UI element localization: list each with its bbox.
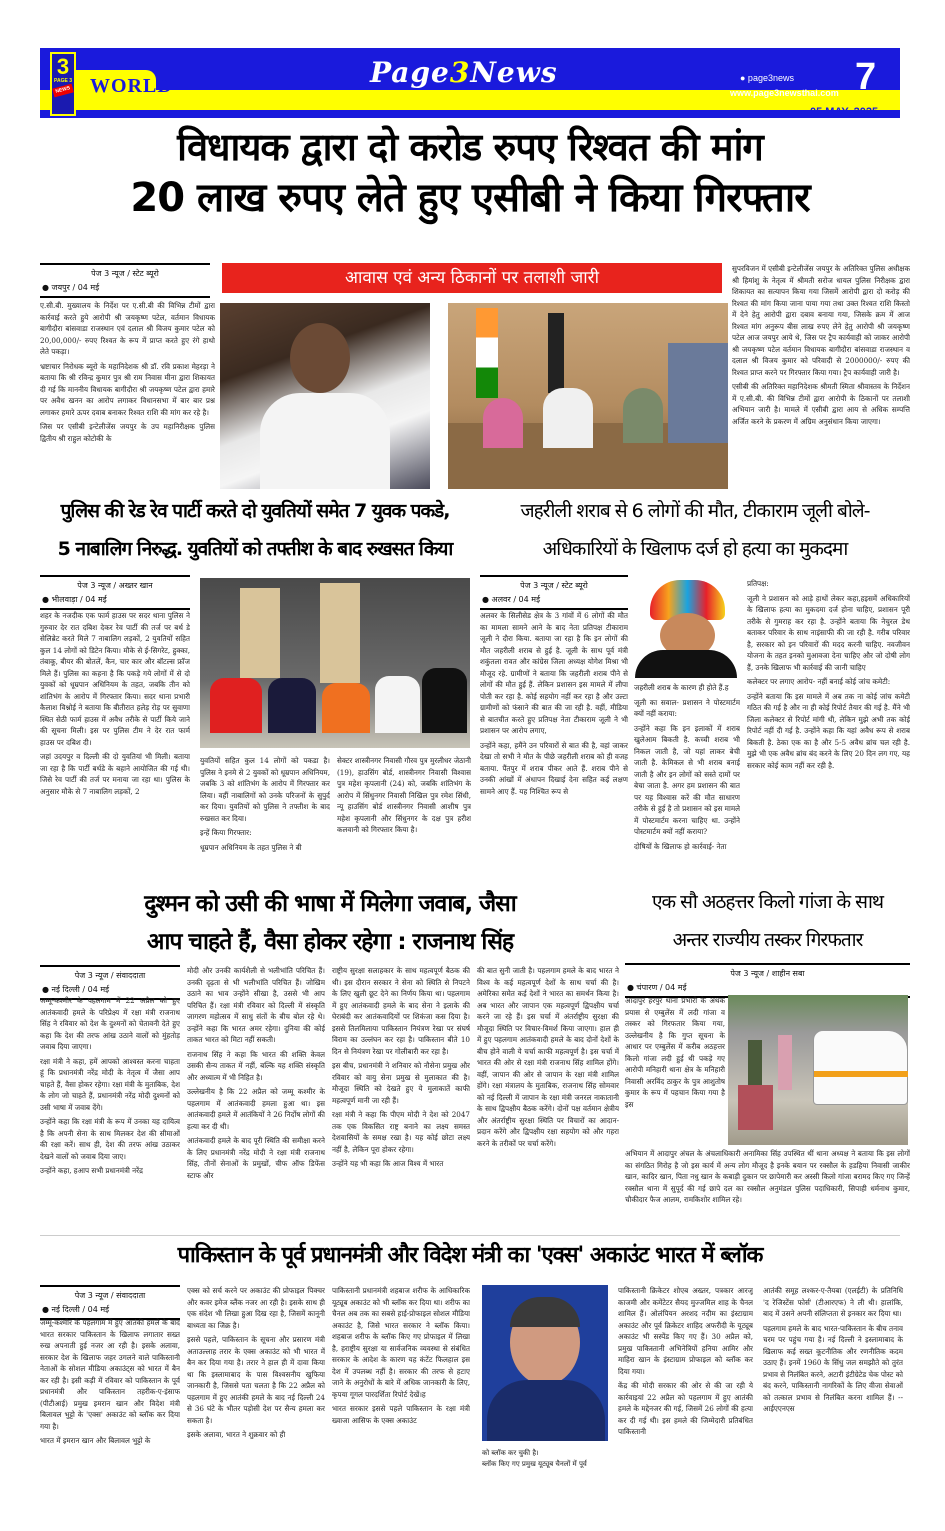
paragraph: आतंकवादी हमले के बाद पूरी स्थिति की समीक्षा करने के लिए प्रधानमंत्री नरेंद्र मोदी ने रक्षा मंत्री राजनाथ सिंह, तीनों सेनाओं के प्रमुखों, चीफ ऑफ डिफेंस स्टाफ और (187, 1136, 325, 1180)
paragraph: जम्मू-कश्मीर के पहलगाम में 22 अप्रैल को हुए आतंकवादी हमले के परिप्रेक्ष्य में रक्षा मंत्री राजनाथ सिंह ने रविवार को देश के दुश्मनों को चेतावनी देते हुए कहा कि देश की तरफ आंख उठाने वालों को मुंहतोड़ जवाब दिया जाएगा। (40, 996, 180, 1051)
paragraph: भारत सरकार इससे पहले पाकिस्तान के रक्षा मंत्री ख्वाजा आसिफ के एक्स अकाउंट (332, 1404, 470, 1425)
social-handle: ● page3news (740, 73, 794, 83)
youth-white (375, 676, 420, 733)
story3-location: ● अलवर / 04 मई (482, 595, 540, 604)
brand-three: 3 (449, 56, 471, 89)
story1-source: पेज 3 न्यूज / स्टेट ब्यूरो (91, 269, 159, 278)
ambulance-stripe (814, 1071, 908, 1077)
story1-location: ● जयपुर / 04 मई (42, 283, 100, 292)
story4-column-2 (187, 965, 325, 1230)
indian-flag (476, 308, 498, 398)
story2-column-1 (40, 610, 190, 880)
brand-part-1: Page (370, 56, 450, 89)
story2-headline-line1: पुलिस की रेड रेव पार्टी करते दो युवतियों समेत 7 युवक पकडे, (60, 500, 450, 522)
paragraph: सेक्टर शास्त्रीनगर निवासी गौरव पुत्र मुरलीधर जेठानी (19), हाउसिंग बोर्ड, शास्त्रीनगर निवासी विश्वास पुत्र महेश कृपलानी (24) को, जबकि शांतिभंग के आरोप में सिंधुनगर निवासी निखिल पुत्र रमेश सिंधी, न्यू हाउसिंग बोर्ड शास्त्रीनगर निवासी आशीष पुत्र महेश कृपलानी और सिंधुनगर के दक्ष पुत्र हरीश कलवानी को गिरफ्तार किया है। (337, 756, 471, 834)
brand-title (370, 56, 558, 89)
story6-photo-caption (482, 1448, 612, 1470)
story2-byline (40, 575, 190, 610)
youth-red (210, 678, 262, 733)
youth-black (422, 668, 467, 733)
acb-flag (548, 313, 564, 393)
story4-source: पेज 3 न्यूज / संवाददाता (74, 971, 146, 980)
story6-column-2 (187, 1285, 325, 1520)
story6-column-4 (618, 1285, 753, 1520)
logo-number: 3 (56, 54, 70, 79)
story2-column-2 (200, 755, 330, 880)
page-number: 7 (855, 56, 877, 98)
story2-headline-line2: 5 नाबालिग निरुद्ध. युवतियों को तफ्तीश के बाद रुखसत किया (57, 538, 453, 560)
subheading: दोषियों के खिलाफ हो कार्रवाई- नेता (634, 841, 727, 851)
paragraph: मोदी और उनकी कार्यशैली से भलीभांति परिचित हैं। उनकी दृढ़ता से भी भलीभांति परिचित हैं। जोखिम उठाने का भाव उन्होंने सीखा है, उससे भी आप परिचित हैं। रक्षा मंत्री रविवार को दिल्ली में संस्कृति जागरण महोत्सव में साधु संतों के बीच बोल रहे थे। उन्होंने कहा कि भारत अमर रहेगा। दुनिया की कोई ताकत भारत को मिटा नहीं सकती। (187, 966, 325, 1044)
story5-headline-line2: अन्तर राज्यीय तस्कर गिरफतार (672, 929, 863, 951)
youth-navy (268, 678, 316, 733)
paragraph: पाकिस्तानी क्रिकेटर शोएब अख्तर, पत्रकार आरजू काजमी और कमेंटेटर सैयद मुज्जमिल शाह के चैनल शामिल हैं। ओलंपियन अरशद नदीम का इंस्टाग्राम अकाउंट और पूर्व क्रिकेटर शाहिद अफरीदी के यूट्यूब अकाउंट भी सस्पेंड किए गए हैं। 30 अप्रैल को, प्रमुख पाकिस्तानी अभिनेत्रियों हनिया आमिर और माहिरा खान के इंस्टाग्राम प्रोफाइल को ब्लॉक कर दिया गया। (618, 1286, 753, 1376)
official-man (543, 388, 593, 448)
paragraph: युवतियों सहित कुल 14 लोगों को पकडा है। पुलिस ने इनमे से 2 युवकों को धूम्रपान अधिनियम, जबकि 3 को शांतिभंग के आरोप में गिरफ्तार कर लिया। वहीं नाबालिगों को उनके परिजनों के सुपुर्द कर दिया। युवतियों को पुलिस ने तफ्तीश के बाद रुखसत कर दिया। (200, 756, 330, 823)
story1-photo-accused (220, 303, 430, 489)
paragraph: उन्होंने कहा, हआप सभी प्रधानमंत्री नरेंद्र (40, 1166, 143, 1175)
story5-photo-ambulance (728, 995, 908, 1145)
paragraph: पहलगाम हमले के बाद भारत-पाकिस्तान के बीच तनाव चरम पर पहुंच गया है। नई दिल्ली ने इस्लामाबाद के खिलाफ कई सख्त कूटनीतिक और रणनीतिक कदम उठाए हैं। इनमें 1960 के सिंधु जल समझौते को तुरंत प्रभाव से निलंबित करने, अटारी इंटीग्रेटेड चेक पोस्ट को बंद करने, पाकिस्तानी नागरिकों के लिए वीजा सेवाओं को तत्काल प्रभाव से निलंबित करना शामिल हैं। --आईएएनएस (763, 1323, 903, 1413)
policeman (748, 1040, 762, 1085)
story4-headline-line1: दुश्मन को उसी की भाषा में मिलेगा जवाब, जैसा (144, 891, 516, 917)
paragraph: जम्मू-कश्मीर के पहलगाम में हुए आतंकी हमले के बाद भारत सरकार पाकिस्तान के खिलाफ लगातार सख्त रुख अपनाती हुई नजर आ रही है। इसके अलावा, सरकार देश के खिलाफ जहर उगलने वाले पाकिस्तानी नेताओं के सोशल मीडिया अकाउंट्स को भारत में बैन कर रही है। इसी कड़ी में रविवार को पाकिस्तान के पूर्व प्रधानमंत्री और पाकिस्तान तहरीक-ए-इंसाफ (पीटीआई) प्रमुख इमरान खान और विदेश मंत्री बिलावल भुट्टो के 'एक्स' अकाउंट को ब्लॉक कर दिया गया है। (40, 1318, 180, 1431)
story1-headline-line2: 20 लाख रुपए लेते हुए एसीबी ने किया गिरफ्तार (130, 175, 810, 221)
reporters (668, 343, 728, 443)
brand-part-2: News (470, 56, 558, 89)
story4-location: ● नई दिल्ली / 04 मई (42, 985, 110, 994)
newspaper-page (40, 45, 910, 1525)
story6-column-1 (40, 1317, 180, 1517)
subheading: जूली का सवाल- प्रशासन ने पोस्टमार्टम क्यों नहीं कराया: (634, 697, 740, 718)
paragraph: भारत में इमरान खान और बिलावल भुट्टो के (40, 1436, 151, 1445)
paragraph: भ्रष्टाचार निरोधक ब्यूरो के महानिदेशक श्री डॉ. रवि प्रकाश मेहरड़ा ने बताया कि श्री रविन्द्र कुमार पुत्र श्री राम निवास मीना द्वारा शिकायत दी गई कि माननीय विधायक बागीदौरा श्री जयकृष्ण पटेल द्वारा हमारे पर अवैध खनन का आरोप लगाकर विधानसभा में बार बार प्रश्न लगाकर हमारे ऊपर दवाब बनाकर रिश्वत राशि की मांग कर रहे है। (40, 361, 215, 417)
masthead (40, 48, 900, 118)
story5-location: ● चंपारण / 04 मई (627, 983, 687, 992)
issue-date: 05 MAY, 2025 (810, 106, 879, 118)
ambulance (813, 1030, 908, 1105)
paragraph: उन्होंने यह भी कहा कि आज विश्व में भारत (332, 1159, 444, 1168)
caption-line: ब्लॉक किए गए प्रमुख यूट्यूब चैनलों में पूर्व (482, 1460, 587, 1468)
paragraph: धूम्रपान अधिनियम के तहत पुलिस ने बी (200, 842, 302, 852)
story2-photo-arrested-youths (200, 578, 470, 748)
story4-headline-line2: आप चाहते हैं, वैसा होकर रहेगा : राजनाथ सिंह (146, 929, 514, 955)
story6-location: ● नई दिल्ली / 04 मई (42, 1305, 110, 1314)
paragraph: अलवर के सिलीसेड क्षेत्र के 3 गांवों में 6 लोगों की मौत का मामला सामने आने के बाद नेता प्रतिपक्ष टीकाराम जूली ने दौरा किया. बताया जा रहा है कि इन लोगों की मौत जहरीली शराब से हुई है. जूली के साथ पूर्व मंत्री शकुंतला रावत और कांग्रेस जिला अध्यक्ष योगेश मिश्रा भी मौजूद रहे. ग्रामीणों ने बताया कि जहरीली शराब पीने से लोगों की मौत हुई हैं. लेकिन प्रशासन इस मामले में लीपा पोती कर रहा है. कोई सहयोग नहीं कर रहा है और उल्टा ग्रामीणों को फंसाने की बात की जा रही है. वहीं, मीडिया से बातचीत करते हुए प्रतिपक्ष नेता टीकाराम जूली ने भी प्रशासन पर आरोप लगाए, (480, 611, 628, 735)
story4-column-3 (332, 965, 470, 1230)
paragraph: उन्होंने कहा, हमैंने उन परिवारों से बात की है, वहां जाकर देखा तो सभी ने मौत के पीछे जहरीली शराब को ही वजह बताया. पैंतपुर में शराब पीकर आते हैं. शराब पीने से उनकी आंखों में अंधापन दिखाई देना सहित कई लक्षण सामने आए हैं. यह निश्चित रूप से (480, 740, 628, 796)
paragraph: राजनाथ सिंह ने कहा कि भारत की शक्ति केवल उसकी सैन्य ताकत में नहीं, बल्कि यह शक्ति संस्कृति और अध्यात्म में भी निहित है। (187, 1049, 325, 1082)
story3-byline (480, 575, 628, 610)
paragraph: उन्होंने कहा कि इन इलाकों में शराब खुलेआम बिकती है. कच्ची शराब भी निकल जाती है, जो यहां लाकर बेची जाती है. केमिकल से भी शराब बनाई जाती है और इन लोगों को सस्ते दामों पर बेचा जाता है. अगर हम प्रशासन की बात पर यह विश्वास करें की मौत साधारण तरीके से हुई है तो प्रशासन को इस मामले में पोस्टमार्टम करना चाहिए था. उन्होंने पोस्टमार्टम क्यों नहीं कराया? (634, 723, 740, 836)
subheading: इन्हें किया गिरफ्तार: (200, 828, 252, 837)
section-label: WORLD (90, 75, 173, 97)
story1-left-column (40, 300, 215, 490)
caption-line: को ब्लॉक कर चुकी है। (482, 1449, 539, 1457)
ganja-packets (738, 1085, 773, 1130)
story1-subhead-banner: आवास एवं अन्य ठिकानों पर तलाशी जारी (222, 263, 722, 293)
story3-column-3 (747, 578, 910, 880)
story5-headline-line1: एक सौ अठहत्तर किलो गांजा के साथ (651, 891, 884, 913)
paragraph: रक्षा मंत्री ने कहा, हमें आपको आश्वस्त करना चाहता हूं कि प्रधानमंत्री नरेंद्र मोदी के नेतृत्व में जैसा आप चाहते हैं, वैसा होकर रहेगा। रक्षा मंत्री के मुताबिक, देश के लोग जो चाहते हैं, प्रधानमंत्री नरेंद्र मोदी दुश्मनों को उसी भाषा में जवाब देंगे। (40, 1056, 180, 1112)
paragraph: शहर के नजदीक एक फार्म हाउस पर सदर थाना पुलिस ने गुरुवार देर रात दबिश देकर रेव पार्टी की तर्ज पर बर्थ डे सेलिब्रेट करते मिले 7 नाबालिग लड़कों, 2 युवतियों सहित कुल 14 लोगों को डिटेन किया। मौके से ई-सिगरेट, हुक्का, तंबाकू, बीयर की बोतलें, कैन, चार कार और बॉटल्स फ्रॉज मिले हैं। पुलिस का कहना है कि पकड़े गये लोगों में से दो युवकों को धूम्रपान अधिनियम के तहत, जबकि तीन को शांतिभंग के आरोप में गिरफ्तार किया। सदर थाना प्रभारी कैलाश विश्नोई ने बताया कि बीतीरात हलेड़ रोड़ पर सुवाणा स्थित सेठी फार्म हाउस में अवैध तरीके से पार्टी किये जाने की सूचना मिली। इस पर पुलिस टीम ने देर रात फार्म हाउस पर दबिश दी। (40, 611, 190, 747)
story3-column-1 (480, 610, 628, 880)
story6-source: पेज 3 न्यूज / संवाददाता (74, 1291, 146, 1300)
paragraph: एसीबी की अतिरिक्त महानिदेशक श्रीमती स्मिता श्रीवास्तव के निर्देशन में ए.सी.बी. की विभिन्न टीमों द्वारा आरोपी के ठिकानों पर तलाशी अभियान जारी है। मामले में एसीबी द्वारा आय से अधिक सम्पत्ति अर्जित करने के प्रकरण में अग्रिम अनुसंधान किया जाएगा। (732, 382, 910, 426)
paragraph: रक्षा मंत्री ने कहा कि पीएम मोदी ने देश को 2047 तक एक विकसित राष्ट्र बनाने का लक्ष्य समस्त देशवासियों के समक्ष रखा है। यह कोई छोटा लक्ष्य नहीं है, लेकिन पूरा होकर रहेगा। (332, 1110, 470, 1154)
black-jacket (635, 650, 737, 678)
youth-orange (322, 683, 370, 733)
story4-column-4 (477, 965, 619, 1230)
logo-news-tag: NEWS (52, 84, 74, 98)
paragraph: जहरीली शराब के कारण ही होते हैं.ह (634, 683, 729, 692)
accused (778, 1035, 792, 1090)
paragraph: अभियान में आदापुर अंचल के अंचलाधिकारी अनामिका सिंह उपस्थित थीं थाना अध्यक्ष ने बताया कि इस लोगों का संगठित गिरोह है जो इस कार्य में अन्य लोग मौजूद है इनके बयान पर रक्सौल के हडहिया निवासी जाकीर खान, कादिर खान, पिता नधु खान के कबाड़ी दुकान पर छापेमारी कर अस्सी किलो गांजा बरामद किए गए जिन्हें रक्सौल थाना में सुपूर्द की गई छापे दल का रक्सौल अनुमंडल पुलिस पदाधिकारी, सिपाही धर्मनाथ कुमार, चौकीदार फैज आलम, रामकिशोर शामिल रहे। (625, 1149, 910, 1204)
story2-column-3 (337, 755, 471, 880)
paragraph: जूली ने प्रशासन को आड़े हाथों लेकर कहा,हइसमें अधिकारियों के खिलाफ हत्या का मुकदमा दर्ज होना चाहिए, प्रशासन पूरी तरीके से गुमराह कर रहा है. उन्होंने बताया कि नेचुरल डेथ बताकर परिवार के साथ नाइंसाफी की जा रही है. गरीब परिवार है, सरकार को इन परिवारों की मदद करनी चाहिए. नवजीवन योजना के तहत इनको मुआवजा देना चाहिए और जो दोषी लोग हैं, उनके खिलाफ भी कार्रवाई की जानी चाहिए (747, 593, 910, 672)
paragraph: राष्ट्रीय सुरक्षा सलाहकार के साथ महत्वपूर्ण बैठक की थी। इस दौरान सरकार ने सेना को स्थिति से निपटने के लिए खुली छूट देने का निर्णय किया था। पहलगाम में हुए आतंकवादी हमले के बाद सेना ने इलाके की घेराबंदी कर आतंकवादियों पर शिकंजा कस दिया है। इससे तिलमिलाया पाकिस्तान नियंत्रण रेखा पर संघर्ष विराम का उल्लंघन कर रहा है। पाकिस्तान बीते 10 दिन से नियंत्रण रेखा पर गोलीबारी कर रहा है। (332, 966, 470, 1056)
page3-logo (50, 52, 76, 116)
person-shirt (260, 393, 390, 489)
paragraph: उन्होंने बताया कि इस मामले में अब तक ना कोई जांच कमेटी गठित की गई है और ना ही कोई रिपोर्ट तैयार की गई है. मैंने भी जिला कलेक्टर से रिपोर्ट मांगी थी, लेकिन मुझे अभी तक कोई रिपोर्ट नहीं दी गई है. उन्होंने कहा कि यहां अवैध रूप से शराब बिकती है. ठेका एक का है और 5-5 अवैध ब्रांच चल रही है. मुझे भी एक अवैध ब्रांच बंद करने के लिए 20 दिन लग गए, यह सरकार कोई काम नहीं कर रही है. (747, 691, 910, 770)
policeman-1 (240, 588, 280, 678)
story3-headline-line2: अधिकारियों के खिलाफ दर्ज हो हत्या का मुकदमा (542, 538, 848, 560)
paragraph: पाकिस्तानी प्रधानमंत्री शहबाज शरीफ के आधिकारिक यूट्यूब अकाउंट को भी ब्लॉक कर दिया था। शरीफ का चैनल अब तक का सबसे हाई-प्रोफाइल सोशल मीडिया अकाउंट है, जिसे भारत सरकार ने ब्लॉक किया। शहबाज शरीफ के ब्लॉक किए गए प्रोफाइल में लिखा है, हराष्ट्रीय सुरक्षा या सार्वजनिक व्यवस्था से संबंधित सरकार के आदेश के कारण यह कंटेंट फिलहाल इस देश में उपलब्ध नहीं है। सरकार की तरफ से हटाए जाने के अनुरोधों के बारे में अधिक जानकारी के लिए, कृपया गूगल पारदर्शिता रिपोर्ट देखें।ह (332, 1286, 470, 1399)
story6-column-3 (332, 1285, 470, 1520)
story6-column-5 (763, 1285, 903, 1520)
paragraph: केंद्र की मोदी सरकार की ओर से की जा रही ये कार्रवाइयां 22 अप्रैल को पहलगाम में हुए आतंकी हमले के मद्देनजर की गई, जिसमें 26 लोगों की हत्या कर दी गई थी। इस हमले की जिम्मेदारी प्रतिबंधित पाकिस्तानी (618, 1381, 753, 1436)
paragraph: ए.सी.बी. मुख्यालय के निर्देश पर ए.सी.बी की विभिन्न टीमों द्वारा कार्रवाई करते हुये आरोपी श्री जयकृष्ण पटेल, वर्तमान विधायक बागीदौरा बांसवाडा राजस्थान एवं दलाल श्री विजय कुमार पटेल को 20,00,000/- रुपए रिश्वत के रूप में प्राप्त करते हुए रंगे हाथो लेते पकड़ा। (40, 301, 215, 356)
person-head (290, 323, 350, 393)
story3-photo-tikaram-jully (632, 578, 740, 678)
story2-source: पेज 3 न्यूज / अख्तर खान (77, 581, 153, 590)
subheading: कलेक्टर पर लगाए आरोप- नहीं बनाई कोई जांच कमेटी: (747, 677, 891, 686)
paragraph: उन्होंने कहा कि रक्षा मंत्री के रूप में उनका यह दायित्व है कि अपनी सेना के साथ मिलकर देश की सीमाओं की रक्षा करें। साथ ही, देश की तरफ आंख उठाकर देखने वालों को जवाब दिया जाए। (40, 1117, 180, 1161)
story3-column-2 (634, 682, 740, 880)
paragraph: की बात सुनी जाती है। पहलगाम हमले के बाद भारत ने विश्व के कई महत्वपूर्ण देशों के साथ चर्चा की है। अमेरिका समेत कई देशों ने भारत का समर्थन किया है। अब भारत और जापान एक महत्वपूर्ण द्विपक्षीय चर्चा करने जा रहे हैं। इस चर्चा में अंतर्राष्ट्रीय सुरक्षा की मौजूदा स्थिति पर विचार-विमर्श किया जाएगा। हाल ही में हुए पहलगाम आतंकवादी हमले के बाद दोनों देशों के बीच होने वाली ये चर्चा काफी महत्वपूर्ण है। इस चर्चा में भारत की ओर से रक्षा मंत्री राजनाथ सिंह शामिल होंगे। वहीं, जापान की ओर से जापान के रक्षा मंत्री शामिल होंगे। रक्षा मंत्रालय के मुताबिक, राजनाथ सिंह सोमवार को नई दिल्ली में जापान के रक्षा मंत्री जनरल नाकातानी के साथ द्विपक्षीय बैठक करेंगे। दोनों पक्ष वर्तमान क्षेत्रीय और अंतर्राष्ट्रीय सुरक्षा स्थिति पर विचारों का आदान-प्रदान करेंगे और द्विपक्षीय रक्षा सहयोग को और गहरा करने के तरीकों पर चर्चा करेंगे। (477, 966, 619, 1148)
story6-headline: पाकिस्तान के पूर्व प्रधानमंत्री और विदेश मंत्री का 'एक्स' अकाउंट भारत में ब्लॉक (40, 1235, 900, 1276)
hair (510, 1297, 580, 1327)
story6-byline (40, 1285, 180, 1320)
subheading: प्रतिपक्ष: (747, 579, 769, 588)
paragraph: इससे पहले, पाकिस्तान के सूचना और प्रसारण मंत्री अताउल्लाह तरार के एक्स अकाउंट को भी भारत में बैन कर दिया गया है। तरार ने हाल ही में दावा किया था कि इस्लामाबाद के पास विश्वसनीय खुफिया जानकारी है, जिससे पता चलता है कि 22 अप्रैल को पहलगाम में हुए आतंकी हमले के बाद नई दिल्ली 24 से 36 घंटे के भीतर पड़ोसी देश पर सैन्य हमला कर सकता है। (187, 1335, 325, 1425)
story3-source: पेज 3 न्यूज / स्टेट ब्यूरो (520, 581, 588, 590)
paragraph: आदापुर हरपुर थाना प्रभारी के अथक प्रयास से एम्बुलेंस में लदी गांजा व तस्कर को गिरफतार किया गया, उल्लेखनीय है कि गुप्त सूचना के आधार पर एम्बुलेंस में करीब अठहत्तर किलो गांजा लदी हुई थी पकड़े गए आरोपी मनिहारी थाना क्षेत्र के मनिहारी निवासी अरविंद ठाकुर के पुत्र आशुतोष कुमार के रूप में पहचान किया गया है इस (625, 996, 725, 1109)
story1-right-column (732, 263, 910, 491)
paragraph: इस बीच, प्रधानमंत्री ने शनिवार को नौसेना प्रमुख और रविवार को वायु सेना प्रमुख से मुलाकात की है। मौजूदा स्थिति को देखते हुए ये मुलाकातें काफी महत्वपूर्ण मानी जा रही हैं। (332, 1061, 470, 1105)
story3-headline-line1: जहरीली शराब से 6 लोगों की मौत, टीकाराम जूली बोले- (520, 500, 870, 522)
paragraph: एक्स को सर्च करने पर अकाउंट की प्रोफाइल पिक्चर और कवर इमेज ब्लैंक नजर आ रही है। इसके साथ ही एक संदेश भी लिखा हुआ दिख रहा है, जिसमें कानूनी बाध्यता का जिक्र है। (187, 1286, 325, 1330)
story5-byline (625, 963, 910, 998)
story1-byline (40, 263, 210, 298)
paragraph: जहां उदयपुर व दिल्ली की दो युवतियां भी मिली। बताया जा रहा है कि पार्टी बर्थडे के बहाने आयोजित की गई थी। जिसे रेव पार्टी की तर्ज पर मनाया जा रहा था। पुलिस के अनुसार मौके से 7 नाबालिग लड़कों, 2 (40, 752, 190, 796)
paragraph: जिस पर एसीबी इन्टेलीजेंस जयपुर के उप महानिरीक्षक पुलिस द्वितीय श्री राहुल कोटोकी के (40, 422, 215, 443)
policeman-2 (320, 583, 360, 683)
logo-small-text: PAGE 3 (54, 78, 72, 84)
paragraph: इसके अलावा, भारत ने शुक्रवार को ही (187, 1430, 286, 1439)
story1-photo-press-conference (448, 303, 728, 489)
paragraph: आतंकी समूह लश्कर-ए-तैयबा (एलईटी) के प्रतिनिधि 'द रेजिस्टेंस फोर्स' (टीआरएफ) ने ली थी। हालांकि, बाद में उसने अपनी संलिप्तता से इनकार कर दिया था। (763, 1286, 903, 1318)
story1-headline-line1: विधायक द्वारा दो करोड रुपए रिश्वत की मांग (177, 125, 763, 169)
story5-source: पेज 3 न्यूज / शाहीन सबा (730, 969, 805, 978)
shirt (487, 1380, 605, 1441)
paragraph: सुपरविजन में एसीबी इन्टेलीजेंस जयपुर के अतिरिक्त पुलिस अधीक्षक श्री हिमांशु के नेतृत्व में श्रीमती सरोज धायल पुलिस निरीक्षक द्वारा शिकायत का सत्यापन किया गया जिसमें आरोपी द्वारा दो करोड़ की रिश्वत की मांग किया जाना पाया गया तथा उक्त रिश्वत राशि किस्तो में देने हेतु आरोपी द्वारा दबाव बनाया गया, जिसके क्रम में आज रिश्वत मांग अनुरूप बीस लाख रुपए लेने हेतु आरोपी श्री जयकृष्ण पटेल आज जयपुर आये थे, जिस पर ट्रैप कार्यवाही को जाकर आरोपी श्री जयकृष्ण पटेल वर्तमान विधायक बागीदौरा बांसवाडा राजस्थान व दलाल श्री विजय कुमार को परिवादी से 2000000/- रुपए की रिश्वत प्राप्त करने पर गिरफ्तार किया गया। ट्रैप कार्यवाही जारी है। (732, 264, 910, 377)
story2-location: ● भीलवाड़ा / 04 मई (42, 595, 107, 604)
story5-side-column (625, 995, 725, 1145)
official-woman (483, 398, 523, 448)
story4-column-1 (40, 995, 180, 1230)
story6-photo-imran-khan (482, 1285, 608, 1441)
official-man-2 (623, 388, 663, 443)
paragraph: उल्लेखनीय है कि 22 अप्रैल को जम्मू कश्मीर के पहलगाम में आतंकवादी हमला हुआ था। इस आतंकवादी हमले में आतंकियों ने 26 निर्दोष लोगों की हत्या कर दी थी। (187, 1087, 325, 1131)
website-link[interactable]: www.page3newsthai.com (730, 88, 839, 98)
story5-bottom-text (625, 1148, 910, 1230)
